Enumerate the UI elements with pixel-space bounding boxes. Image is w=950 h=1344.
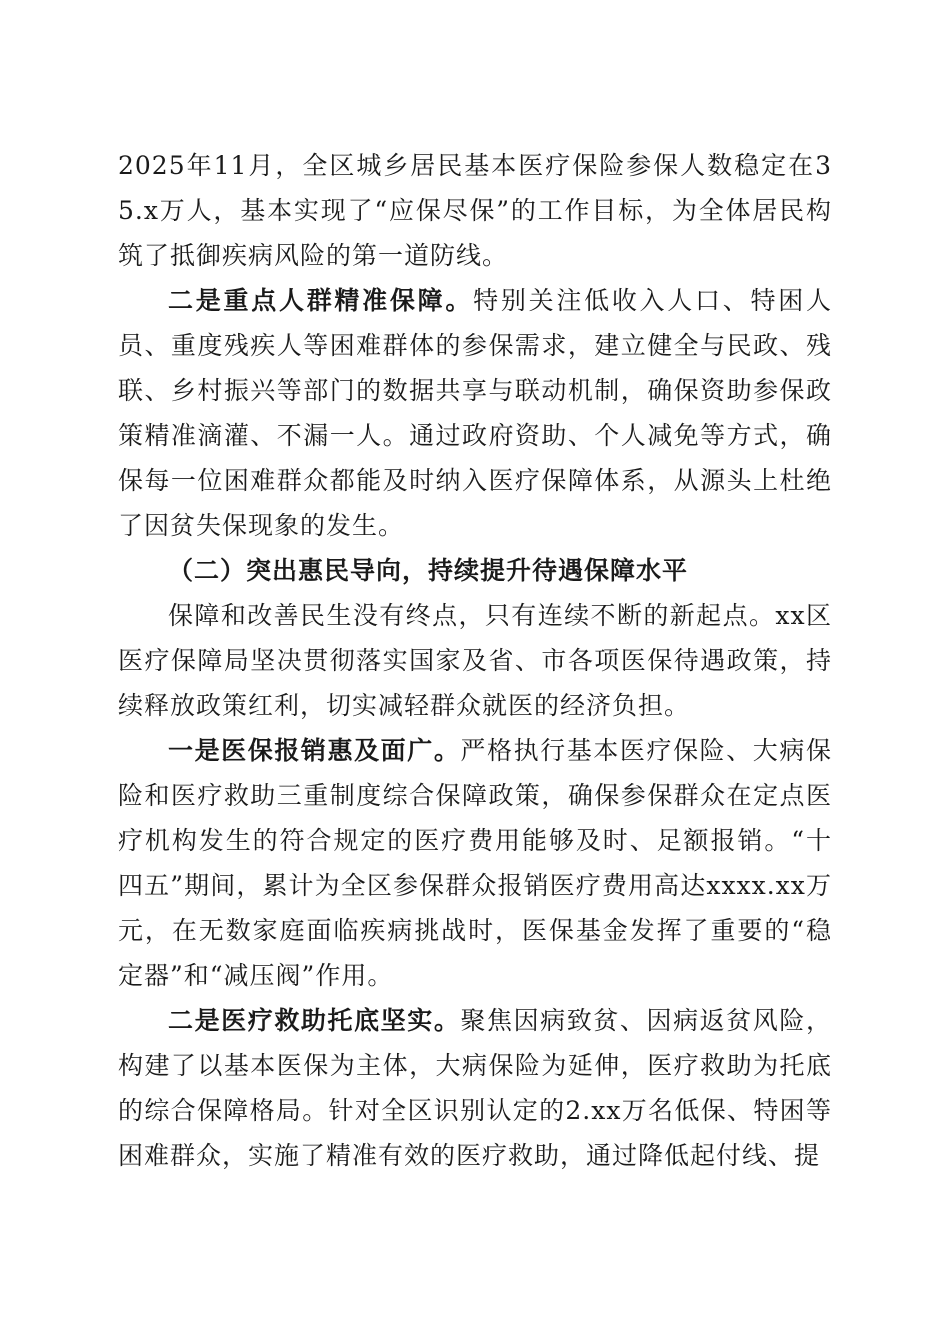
paragraph-key-groups bbox=[118, 278, 832, 548]
paragraph-text: 特别关注低收入人口、特困人员、重度残疾人等困难群体的参保需求，建立健全与民政、残联、乡村振兴等部门的数据共享与联动机制，确保资助参保政策精准滴灌、不漏一人。通过政府资助、个人减免等方式，确保每一位困难群众都能及时纳入医疗保障体系，从源头上杜绝了因贫失保现象的发生。 bbox=[118, 286, 832, 540]
paragraph-lead: 二是医疗救助托底坚实。 bbox=[168, 1006, 461, 1035]
paragraph-text: 聚焦因病致贫、因病返贫风险，构建了以基本医保为主体，大病保险为延伸，医疗救助为托底的综合保障格局。针对全区识别认定的2.xx万名低保、特困等困难群众，实施了精准有效的医疗救助，通过降低起付线、提 bbox=[118, 1006, 832, 1170]
paragraph-text: 严格执行基本医疗保险、大病保险和医疗救助三重制度综合保障政策，确保参保群众在定点医疗机构发生的符合规定的医疗费用能够及时、足额报销。“十四五”期间，累计为全区参保群众报销医疗费用高达xxxx.xx万元，在无数家庭面临疾病挑战时，医保基金发挥了重要的“稳定器”和“减压阀”作用。 bbox=[118, 736, 832, 990]
paragraph-continuation bbox=[118, 143, 832, 278]
paragraph-text: 2025年11月，全区城乡居民基本医疗保险参保人数稳定在35.x万人，基本实现了“应保尽保”的工作目标，为全体居民构筑了抵御疾病风险的第一道防线。 bbox=[118, 151, 832, 270]
paragraph-lead: 一是医保报销惠及面广。 bbox=[168, 736, 461, 765]
paragraph-text: 保障和改善民生没有终点，只有连续不断的新起点。xx区医疗保障局坚决贯彻落实国家及省、市各项医保待遇政策，持续释放政策红利，切实减轻群众就医的经济负担。 bbox=[118, 601, 832, 720]
paragraph-lead: 二是重点人群精准保障。 bbox=[168, 286, 474, 315]
paragraph-reimbursement bbox=[118, 728, 832, 998]
paragraph-intro bbox=[118, 593, 832, 728]
document-body bbox=[118, 143, 832, 1178]
paragraph-medical-aid bbox=[118, 998, 832, 1178]
section-heading: （二）突出惠民导向，持续提升待遇保障水平 bbox=[168, 556, 689, 585]
